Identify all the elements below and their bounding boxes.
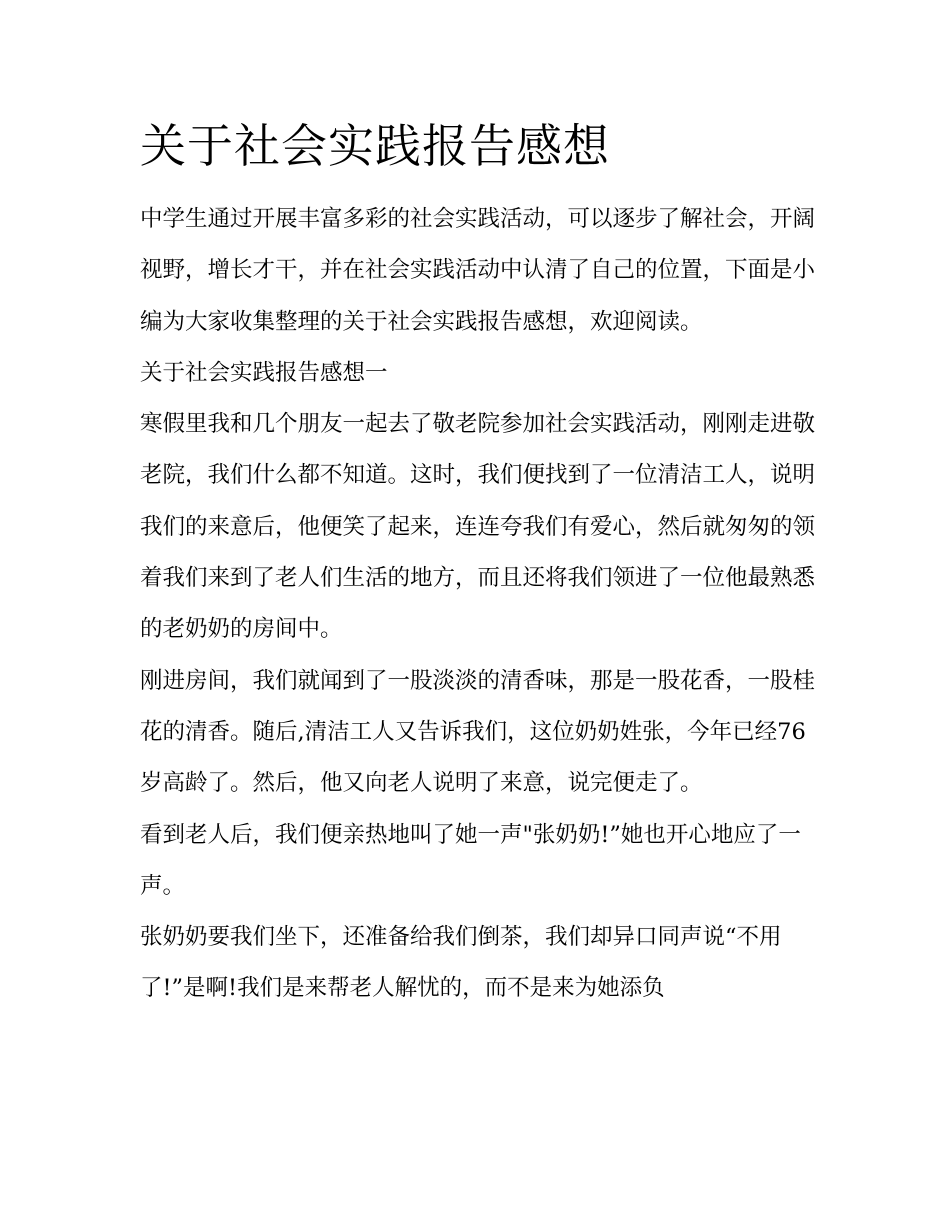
document-body bbox=[140, 110, 820, 1015]
section-heading: 关于社会实践报告感想一 bbox=[140, 359, 388, 386]
body-paragraph: 寒假里我和几个朋友一起去了敬老院参加社会实践活动，刚刚走进敬老院，我们什么都不知道。这时，我们便找到了一位清洁工人，说明我们的来意后，他便笑了起来，连连夸我们有爱心，然后就匆匆的领着我们来到了老人们生活的地方，而且还将我们领进了一位他最熟悉的老奶奶的房间中。 bbox=[140, 411, 816, 643]
body-paragraph: 刚进房间，我们就闻到了一股淡淡的清香味，那是一股花香，一股桂花的清香。随后,清洁工人又告诉我们，这位奶奶姓张，今年已经76岁高龄了。然后，他又向老人说明了来意，说完便走了。 bbox=[140, 667, 816, 797]
document-title: 关于社会实践报告感想 bbox=[140, 119, 610, 173]
body-paragraph: 看到老人后，我们便亲热地叫了她一声"张奶奶!”她也开心地应了一声。 bbox=[140, 821, 801, 899]
body-paragraph: 张奶奶要我们坐下，还准备给我们倒茶，我们却异口同声说“不用了!”是啊!我们是来帮老人解忧的，而不是来为她添负 bbox=[140, 924, 782, 1002]
intro-paragraph: 中学生通过开展丰富多彩的社会实践活动，可以逐步了解社会，开阔视野，增长才干，并在社会实践活动中认清了自己的位置，下面是小编为大家收集整理的关于社会实践报告感想，欢迎阅读。 bbox=[140, 206, 816, 335]
